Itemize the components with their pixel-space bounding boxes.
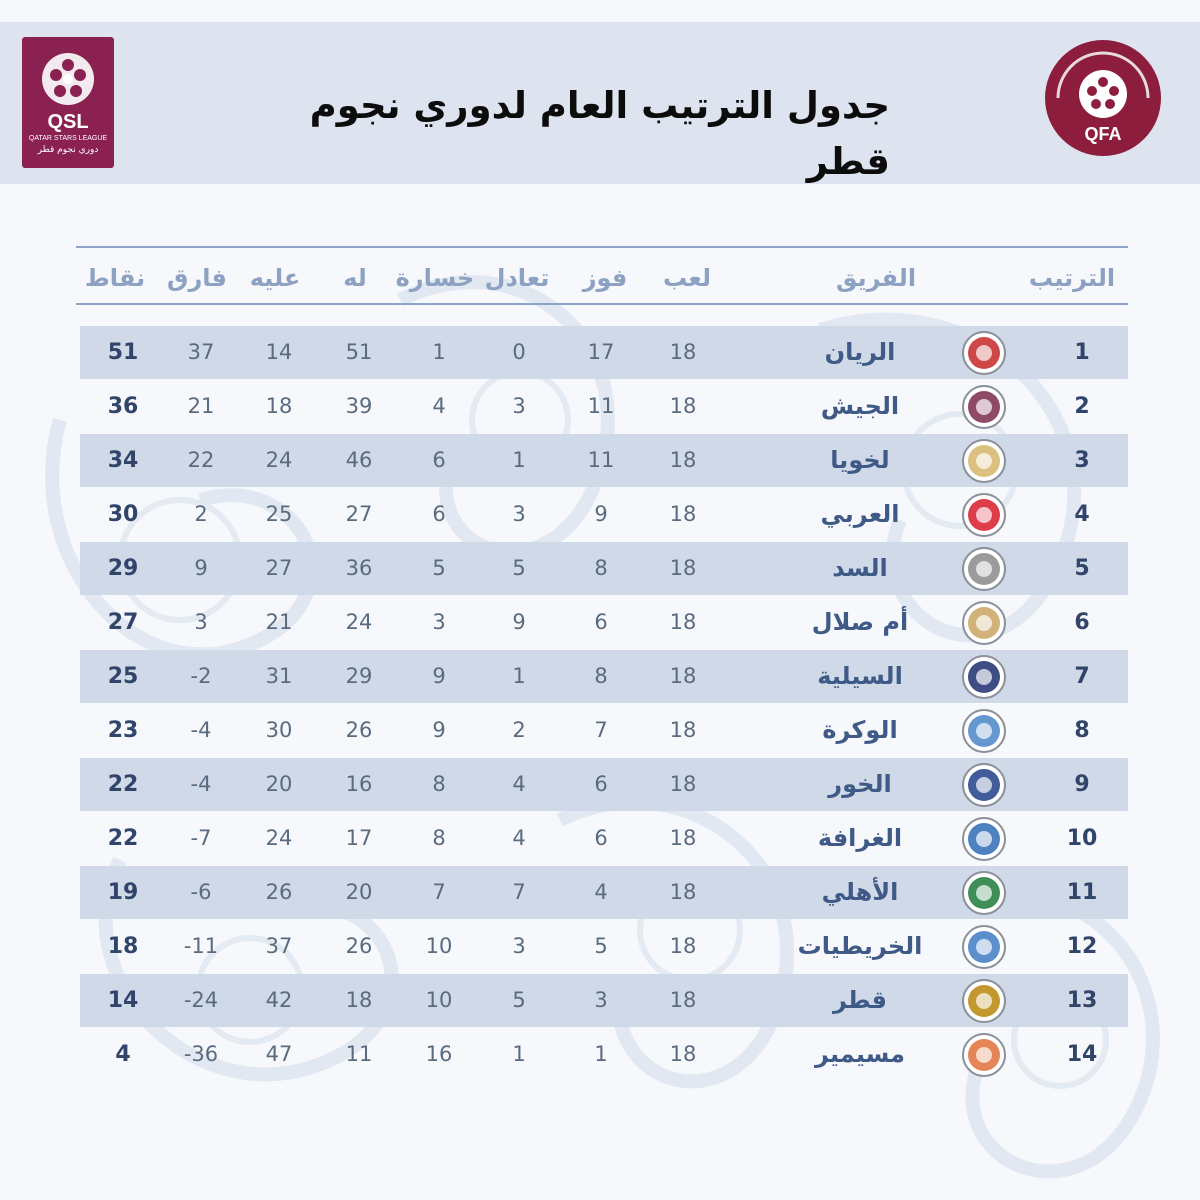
cell-goals-against: 14 [265, 340, 293, 364]
cell-drawn: 1 [512, 1042, 526, 1066]
cell-points: 22 [107, 772, 139, 797]
cell-played: 18 [669, 340, 697, 364]
cell-rank: 1 [1074, 340, 1090, 365]
cell-goals-against: 30 [265, 718, 293, 742]
cell-played: 18 [669, 718, 697, 742]
cell-points: 27 [107, 610, 139, 635]
cell-points: 29 [107, 556, 139, 581]
table-row [80, 866, 1128, 919]
cell-lost: 10 [425, 988, 453, 1012]
cell-points: 19 [107, 880, 139, 905]
cell-goals-for: 26 [345, 934, 373, 958]
cell-team: الخريطيات [797, 932, 923, 960]
cell-goals-against: 47 [265, 1042, 293, 1066]
al-ahli-crest-icon [962, 871, 1006, 915]
table-row [80, 758, 1128, 811]
cell-rank: 2 [1074, 394, 1090, 419]
cell-rank: 14 [1066, 1042, 1098, 1067]
header-won: فوز [582, 264, 628, 292]
cell-points: 25 [107, 664, 139, 689]
cell-goals-for: 46 [345, 448, 373, 472]
cell-goal-diff: -7 [190, 826, 212, 850]
cell-lost: 6 [432, 448, 446, 472]
cell-drawn: 2 [512, 718, 526, 742]
cell-goal-diff: 3 [194, 610, 208, 634]
cell-won: 7 [594, 718, 608, 742]
cell-goals-against: 18 [265, 394, 293, 418]
cell-rank: 10 [1066, 826, 1098, 851]
cell-rank: 12 [1066, 934, 1098, 959]
al-jaish-crest-icon [962, 385, 1006, 429]
cell-points: 23 [107, 718, 139, 743]
cell-team: أم صلال [811, 608, 909, 636]
cell-goals-against: 26 [265, 880, 293, 904]
cell-points: 14 [107, 988, 139, 1013]
cell-drawn: 4 [512, 826, 526, 850]
cell-goals-for: 16 [345, 772, 373, 796]
cell-won: 3 [594, 988, 608, 1012]
cell-played: 18 [669, 394, 697, 418]
cell-goal-diff: -2 [190, 664, 212, 688]
header-rank: الترتيب [1028, 264, 1116, 292]
cell-drawn: 3 [512, 502, 526, 526]
cell-drawn: 5 [512, 556, 526, 580]
cell-goals-for: 20 [345, 880, 373, 904]
header-lost: خسارة [395, 264, 475, 292]
cell-rank: 9 [1074, 772, 1090, 797]
cell-won: 11 [587, 394, 615, 418]
cell-lost: 3 [432, 610, 446, 634]
header-goal-diff: فارق [167, 264, 227, 292]
cell-won: 6 [594, 610, 608, 634]
cell-goals-for: 36 [345, 556, 373, 580]
cell-lost: 7 [432, 880, 446, 904]
cell-drawn: 3 [512, 394, 526, 418]
cell-goal-diff: 37 [187, 340, 215, 364]
qsl-logo-text: QSL [47, 111, 89, 133]
cell-played: 18 [669, 934, 697, 958]
table-row [80, 650, 1128, 703]
qfa-logo-text: QFA [1084, 124, 1122, 144]
table-row [80, 596, 1128, 649]
header-goals-against: عليه [249, 264, 301, 292]
cell-goal-diff: -24 [183, 988, 219, 1012]
cell-team: الخور [828, 770, 892, 798]
cell-goal-diff: -36 [183, 1042, 219, 1066]
table-header-rule [76, 303, 1128, 305]
cell-drawn: 1 [512, 664, 526, 688]
qsl-logo-subtitle-ar: دوري نجوم قطر [37, 145, 99, 155]
table-row [80, 380, 1128, 433]
cell-goals-against: 20 [265, 772, 293, 796]
cell-team: الوكرة [822, 716, 898, 744]
cell-lost: 4 [432, 394, 446, 418]
qatar-sc-crest-icon [962, 979, 1006, 1023]
cell-team: السد [832, 554, 888, 582]
cell-won: 17 [587, 340, 615, 364]
cell-played: 18 [669, 448, 697, 472]
cell-won: 4 [594, 880, 608, 904]
cell-lost: 8 [432, 826, 446, 850]
cell-won: 1 [594, 1042, 608, 1066]
cell-goals-against: 21 [265, 610, 293, 634]
cell-points: 4 [115, 1042, 131, 1067]
cell-lost: 9 [432, 718, 446, 742]
cell-played: 18 [669, 826, 697, 850]
cell-drawn: 9 [512, 610, 526, 634]
al-sadd-crest-icon [962, 547, 1006, 591]
table-row [80, 920, 1128, 973]
cell-goal-diff: -4 [190, 772, 212, 796]
cell-goals-for: 39 [345, 394, 373, 418]
cell-drawn: 0 [512, 340, 526, 364]
cell-goals-for: 26 [345, 718, 373, 742]
cell-drawn: 3 [512, 934, 526, 958]
table-row [80, 326, 1128, 379]
header-points: نقاط [84, 264, 146, 292]
cell-won: 11 [587, 448, 615, 472]
cell-lost: 16 [425, 1042, 453, 1066]
cell-played: 18 [669, 880, 697, 904]
cell-rank: 11 [1066, 880, 1098, 905]
cell-goals-for: 24 [345, 610, 373, 634]
table-row [80, 488, 1128, 541]
al-arabi-crest-icon [962, 493, 1006, 537]
cell-points: 51 [107, 340, 139, 365]
cell-lost: 10 [425, 934, 453, 958]
table-row [80, 434, 1128, 487]
cell-drawn: 4 [512, 772, 526, 796]
cell-lost: 5 [432, 556, 446, 580]
table-header-row [76, 254, 1128, 302]
cell-won: 6 [594, 826, 608, 850]
cell-team: مسيمير [815, 1040, 905, 1068]
cell-points: 22 [107, 826, 139, 851]
cell-goal-diff: 9 [194, 556, 208, 580]
cell-lost: 8 [432, 772, 446, 796]
qsl-logo-subtitle-en: QATAR STARS LEAGUE [28, 135, 108, 142]
cell-goals-for: 29 [345, 664, 373, 688]
cell-points: 18 [107, 934, 139, 959]
table-row [80, 812, 1128, 865]
cell-points: 34 [107, 448, 139, 473]
al-rayyan-crest-icon [962, 331, 1006, 375]
cell-won: 8 [594, 556, 608, 580]
header-played: لعب [663, 264, 711, 292]
cell-rank: 4 [1074, 502, 1090, 527]
cell-goal-diff: -11 [183, 934, 219, 958]
cell-drawn: 5 [512, 988, 526, 1012]
cell-goal-diff: 2 [194, 502, 208, 526]
cell-team: الغرافة [817, 824, 903, 852]
cell-lost: 1 [432, 340, 446, 364]
al-kharaitiyat-crest-icon [962, 925, 1006, 969]
cell-goals-for: 51 [345, 340, 373, 364]
umm-salal-crest-icon [962, 601, 1006, 645]
cell-goals-for: 17 [345, 826, 373, 850]
cell-goals-against: 25 [265, 502, 293, 526]
cell-goals-for: 18 [345, 988, 373, 1012]
cell-lost: 9 [432, 664, 446, 688]
cell-rank: 7 [1074, 664, 1090, 689]
cell-played: 18 [669, 610, 697, 634]
cell-rank: 3 [1074, 448, 1090, 473]
cell-team: قطر [832, 986, 888, 1014]
qfa-logo [1044, 36, 1162, 161]
cell-goals-against: 24 [265, 448, 293, 472]
standings-table [76, 246, 1128, 1076]
cell-rank: 6 [1074, 610, 1090, 635]
cell-team: السيلية [817, 662, 903, 690]
mesaimeer-crest-icon [962, 1033, 1006, 1077]
table-row [80, 704, 1128, 757]
cell-played: 18 [669, 772, 697, 796]
cell-rank: 13 [1066, 988, 1098, 1013]
cell-goals-against: 42 [265, 988, 293, 1012]
al-wakrah-crest-icon [962, 709, 1006, 753]
qsl-logo [22, 37, 114, 168]
cell-lost: 6 [432, 502, 446, 526]
cell-played: 18 [669, 556, 697, 580]
cell-won: 8 [594, 664, 608, 688]
cell-goals-for: 11 [345, 1042, 373, 1066]
cell-goals-against: 27 [265, 556, 293, 580]
cell-rank: 5 [1074, 556, 1090, 581]
cell-won: 5 [594, 934, 608, 958]
cell-played: 18 [669, 502, 697, 526]
cell-goal-diff: 22 [187, 448, 215, 472]
table-row [80, 974, 1128, 1027]
al-sailiya-crest-icon [962, 655, 1006, 699]
cell-goal-diff: 21 [187, 394, 215, 418]
cell-goals-against: 37 [265, 934, 293, 958]
cell-drawn: 1 [512, 448, 526, 472]
al-gharafa-crest-icon [962, 817, 1006, 861]
lekhwiya-crest-icon [962, 439, 1006, 483]
cell-team: العربي [820, 500, 900, 528]
cell-goal-diff: -6 [190, 880, 212, 904]
cell-points: 36 [107, 394, 139, 419]
cell-won: 6 [594, 772, 608, 796]
page-title: جدول الترتيب العام لدوري نجوم قطر [309, 84, 890, 183]
header-goals-for: له [343, 264, 367, 292]
cell-won: 9 [594, 502, 608, 526]
cell-points: 30 [107, 502, 139, 527]
cell-team: لخويا [830, 446, 890, 474]
cell-team: الأهلي [821, 878, 899, 906]
cell-played: 18 [669, 664, 697, 688]
cell-played: 18 [669, 988, 697, 1012]
header-drawn: تعادل [484, 264, 550, 292]
cell-played: 18 [669, 1042, 697, 1066]
cell-drawn: 7 [512, 880, 526, 904]
cell-goals-for: 27 [345, 502, 373, 526]
cell-goals-against: 24 [265, 826, 293, 850]
table-row [80, 542, 1128, 595]
table-row [80, 1028, 1128, 1081]
al-khor-crest-icon [962, 763, 1006, 807]
cell-goals-against: 31 [265, 664, 293, 688]
header-team: الفريق [835, 264, 917, 292]
cell-team: الريان [824, 338, 896, 366]
cell-goal-diff: -4 [190, 718, 212, 742]
table-top-rule [76, 246, 1128, 248]
cell-team: الجيش [820, 392, 900, 420]
cell-rank: 8 [1074, 718, 1090, 743]
